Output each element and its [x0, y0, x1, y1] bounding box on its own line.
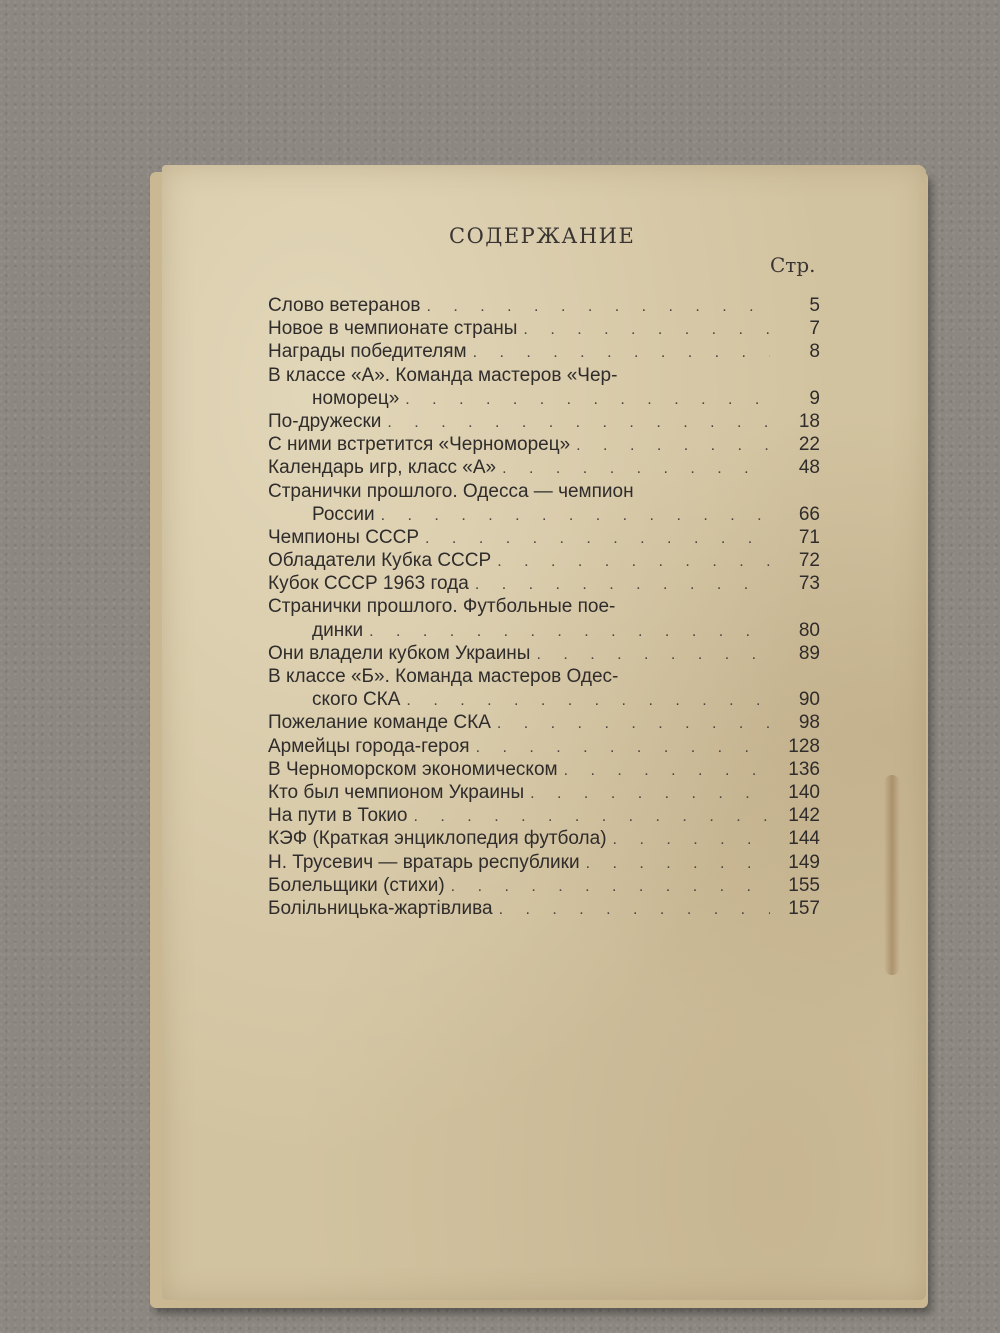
toc-entry-line: [268, 480, 820, 503]
dot-leader: [530, 782, 770, 805]
toc-entry-line: [268, 433, 820, 456]
toc-entry-title: В Черноморском экономическом: [268, 758, 558, 780]
toc-entry-line: [268, 503, 820, 526]
toc-entry-page: 144: [788, 828, 820, 850]
toc-entry-page: 71: [798, 526, 820, 548]
dot-leader: [523, 318, 770, 341]
toc-entry-page: 73: [798, 573, 820, 595]
toc-entry-title: Они владели кубком Украины: [268, 642, 531, 664]
toc-entry-page: 80: [798, 619, 820, 641]
toc-entry-line: [268, 526, 820, 549]
toc-entry: [268, 456, 820, 479]
toc-entry-title: Болільницька-жартівлива: [268, 897, 493, 919]
toc-entry: [268, 294, 820, 317]
toc-entry-page: 7: [809, 318, 820, 340]
toc-entry: [268, 410, 820, 433]
toc-entry-page: 149: [788, 851, 820, 873]
dot-leader: [576, 434, 770, 457]
toc-entry-title: В классе «А». Команда мастеров «Чер-: [268, 364, 618, 386]
toc-entry-page: 90: [798, 689, 820, 711]
toc-entry-title: Чемпионы СССР: [268, 526, 420, 548]
dot-leader: [497, 550, 770, 573]
dot-leader: [475, 573, 770, 596]
toc-entry-page: 22: [798, 434, 820, 456]
toc-entry-title: Н. Трусевич — вратарь республики: [268, 851, 580, 873]
toc-entry-title: Странички прошлого. Одесса — чемпион: [268, 480, 634, 502]
toc-entry-line: [268, 340, 820, 363]
toc-entry: [268, 595, 820, 641]
toc-entry: [268, 572, 820, 595]
dot-leader: [451, 875, 770, 898]
toc-entry-line: [268, 364, 820, 387]
toc-entry-title: На пути в Токио: [268, 805, 408, 827]
toc-entry-line: [268, 294, 820, 317]
toc-entry-page: 5: [809, 295, 820, 316]
toc-entry-title: Новое в чемпионате страны: [268, 318, 518, 340]
toc-entry: [268, 364, 820, 410]
toc-entry-page: 136: [788, 758, 820, 780]
toc-entry: [268, 526, 820, 549]
dot-leader: [387, 411, 770, 434]
toc-entry-line: [268, 758, 820, 781]
dot-leader: [406, 689, 770, 712]
toc-entry-line: [268, 410, 820, 433]
toc-entry-page: 155: [788, 874, 820, 896]
toc-entry-title: Армейцы города-героя: [268, 735, 470, 757]
toc-entry-title: Слово ветеранов: [268, 295, 421, 316]
dot-leader: [476, 736, 770, 759]
toc-entry-line: [268, 735, 820, 758]
toc-title: СОДЕРЖАНИЕ: [449, 224, 636, 248]
toc-entry-line: [268, 804, 820, 827]
toc-entry-title: номорец»: [312, 387, 400, 409]
toc-entry-page: 157: [788, 897, 820, 919]
page-column-header: Стр.: [770, 253, 816, 277]
toc-entry-line: [268, 874, 820, 897]
toc-entry: [268, 851, 820, 874]
dot-leader: [499, 898, 770, 921]
toc-entry-page: 72: [798, 550, 820, 572]
toc-entry: [268, 480, 820, 526]
toc-entry: [268, 735, 820, 758]
dot-leader: [502, 457, 770, 480]
toc-entry: [268, 642, 820, 665]
toc-entry-title: Кто был чемпионом Украины: [268, 781, 525, 803]
toc-entry-line: [268, 317, 820, 340]
page-stain: [884, 775, 900, 975]
toc-entry-page: 8: [809, 341, 820, 363]
toc-entry: [268, 433, 820, 456]
toc-entry: [268, 874, 820, 897]
toc-entry-page: 9: [809, 387, 820, 409]
toc-entry-line: [268, 665, 820, 688]
toc-entry-title: Кубок СССР 1963 года: [268, 573, 469, 595]
toc-entry-title: Календарь игр, класс «А»: [268, 457, 497, 479]
dot-leader: [564, 759, 770, 782]
toc-entry: [268, 804, 820, 827]
dot-leader: [473, 341, 770, 364]
toc-entry-line: [268, 851, 820, 874]
dot-leader: [405, 388, 770, 411]
toc-entry: [268, 549, 820, 572]
toc-entry-title: Обладатели Кубка СССР: [268, 550, 492, 572]
toc-entry-page: 18: [798, 410, 820, 432]
toc-entry-line: [268, 642, 820, 665]
toc-entry-page: 98: [798, 712, 820, 734]
toc-entry-line: [268, 781, 820, 804]
toc-entry-line: [268, 619, 820, 642]
toc-entry-title: Награды победителям: [268, 341, 467, 363]
toc-entry-line: [268, 595, 820, 618]
toc-entry-line: [268, 387, 820, 410]
toc-entry-line: [268, 688, 820, 711]
dot-leader: [381, 504, 770, 527]
toc-entry-title: ского СКА: [312, 689, 401, 711]
toc-entry-page: 66: [798, 503, 820, 525]
dot-leader: [414, 805, 770, 828]
toc-entry-line: [268, 572, 820, 595]
toc-entry: [268, 711, 820, 734]
toc-entry-title: В классе «Б». Команда мастеров Одес-: [268, 666, 619, 687]
toc-entry-title: Болельщики (стихи): [268, 874, 445, 896]
toc-entry-title: По-дружески: [268, 410, 382, 432]
toc-entry-page: 142: [788, 805, 820, 827]
toc-entry: [268, 781, 820, 804]
toc-entry: [268, 758, 820, 781]
dot-leader: [613, 828, 770, 851]
toc-entry-title: С ними встретится «Черноморец»: [268, 434, 571, 456]
toc-entry-line: [268, 549, 820, 572]
dot-leader: [369, 620, 770, 643]
toc-entry-title: динки: [312, 619, 364, 641]
dot-leader: [586, 852, 770, 875]
toc-entry-line: [268, 711, 820, 734]
toc-entry-page: 48: [798, 457, 820, 479]
table-of-contents: [268, 294, 820, 920]
dot-leader: [536, 643, 770, 666]
dot-leader: [497, 712, 770, 735]
toc-entry-title: Странички прошлого. Футбольные пое-: [268, 596, 616, 618]
toc-entry: [268, 317, 820, 340]
toc-entry-line: [268, 897, 820, 920]
dot-leader: [425, 527, 770, 550]
toc-entry-line: [268, 456, 820, 479]
toc-entry-title: России: [312, 503, 375, 525]
toc-entry-page: 140: [788, 781, 820, 803]
toc-entry-page: 89: [798, 642, 820, 664]
toc-entry: [268, 827, 820, 850]
toc-entry: [268, 897, 820, 920]
toc-entry-title: КЭФ (Краткая энциклопедия футбола): [268, 828, 607, 850]
toc-entry: [268, 665, 820, 711]
toc-entry-page: 128: [788, 735, 820, 757]
toc-entry: [268, 340, 820, 363]
dot-leader: [426, 295, 770, 318]
toc-entry-line: [268, 827, 820, 850]
toc-entry-title: Пожелание команде СКА: [268, 712, 491, 734]
